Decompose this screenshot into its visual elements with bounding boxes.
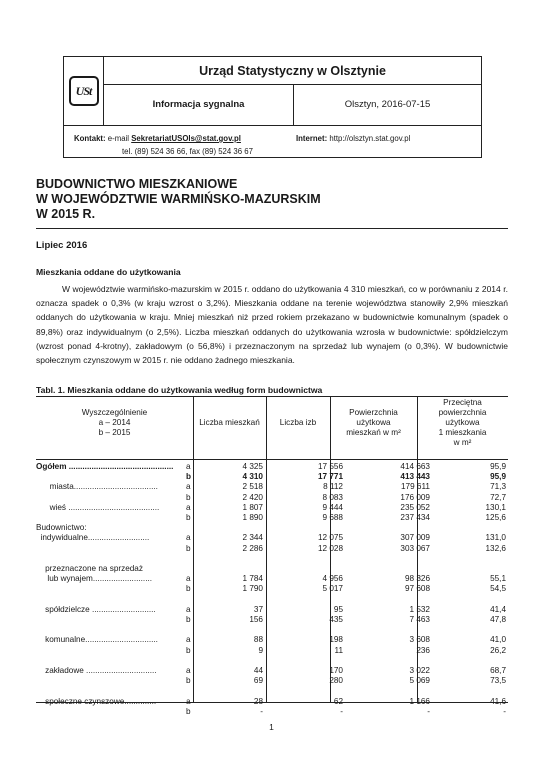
cell-izby: 11 [334,645,343,655]
cell-mieszkania: 4 325 [242,462,263,471]
cell-przecietna: 73,5 [490,676,506,686]
cell-mieszkania: 88 [253,635,263,645]
header-line: mieszkań w m² [346,428,401,437]
header-frame [63,56,482,158]
cell-mieszkania: 2 344 [242,533,263,543]
cell-przecietna: 41,4 [490,604,506,614]
email-link[interactable]: SekretariatUSOls@stat.gov.pl [131,134,241,143]
row-label: spółdzielcze ............................ [36,604,156,614]
cell-izby: 8 112 [323,482,343,492]
publication-date: Lipiec 2016 [36,240,88,251]
cell-przecietna: 95,9 [490,462,506,471]
cell-izby: 170 [329,666,343,675]
cell-powierzchnia: 236 [416,645,430,655]
cell-izby: 95 [333,604,343,614]
cell-przecietna: 54,5 [490,584,506,594]
cell-powierzchnia: 3 608 [409,635,430,645]
cell-izby: 5 017 [322,584,343,594]
row-label: zakładowe ............................... [36,666,157,675]
header-line: b – 2015 [98,428,131,437]
cell-przecietna: 125,6 [485,513,506,522]
cell-mieszkania: 1 790 [242,584,263,594]
cell-przecietna: 55,1 [490,574,506,584]
cell-powierzchnia: 98 326 [404,574,430,584]
cell-mieszkania: 69 [253,676,263,686]
cell-mieszkania: 2 420 [242,492,263,502]
row-year-marker: a [186,666,191,675]
row-label: społeczne czynszowe.............. [36,696,157,706]
cell-powierzchnia: 235 052 [400,502,430,512]
cell-mieszkania: 2 518 [242,482,263,492]
cell-mieszkania: 2 286 [242,543,263,553]
cell-powierzchnia: 5 069 [409,676,430,686]
header-powierzchnia [330,408,417,438]
cell-powierzchnia: 414 663 [400,462,430,471]
title-line-2: W WOJEWÓDZTWIE WARMIŃSKO-MAZURSKIM [36,192,321,206]
row-year-marker: b [186,543,191,553]
header-liczba-mieszkan: Liczba mieszkań [199,418,260,427]
table-row [36,706,508,717]
cell-izby: 12 075 [317,533,343,543]
row-label: przeznaczone na sprzedaż [36,564,143,573]
row-year-marker: a [186,696,191,706]
row-year-marker: a [186,533,191,543]
cell-mieszkania: - [260,706,263,716]
cell-izby: 280 [329,676,343,686]
office-logo-icon: USt [69,76,99,106]
cell-przecietna: 71,3 [490,482,506,492]
document-type: Informacja sygnalna [104,85,294,125]
body-paragraph: W województwie warmińsko-mazurskim w 2015 r. oddano do użytkowania 4 310 mieszkań, co w porównaniu z 2014 r. oznacza spadek o 0,3% (w kraju wzrost o 3,2%). Mieszkania oddane na terenie województwa stanowiły 2,9% mieszkań oddanych do użytkowania w kraju. Mniej mieszkań niż przed rokiem przekazano w budownictwie komunalnym (spadek o 89,8%) oraz indywidualnym (o 2,5%). Liczba mieszkań oddanych do użytkowania wzrosła w budownictwie: spółdzielczym (wzrost ponad 4-krotny), zakładowym (o 56,8%) i przeznaczonym na sprzedaż lub wynajem (o 0,3%). W budownictwie społecznym czynszowym w 2015 r. nie oddano żadnego mieszkania. [36,284,508,366]
row-label: wieś ........................................ [36,502,160,512]
cell-powierzchnia: 176 009 [400,492,430,502]
cell-przecietna: 132,6 [485,543,506,553]
row-year-marker: a [186,482,191,492]
cell-mieszkania: 28 [253,696,263,706]
cell-izby: 4 956 [322,574,343,584]
section-heading: Mieszkania oddane do użytkowania [36,267,181,277]
cell-przecietna: - [503,706,506,716]
cell-izby: 62 [333,696,343,706]
place-date: Olsztyn, 2016-07-15 [344,99,431,110]
logo-cell [64,57,104,125]
cell-mieszkania: 1 784 [242,574,263,584]
table-header-rule [36,459,508,460]
cell-przecietna: 41,0 [490,635,506,645]
row-year-marker: b [186,584,191,594]
row-year-marker: a [186,462,191,471]
row-year-marker: a [186,502,191,512]
contact-label: Kontakt: [74,134,106,143]
cell-powierzchnia: 3 022 [409,666,430,675]
header-przecietna-powierzchnia [417,398,508,448]
phone-fax: tel. (89) 524 36 66, fax (89) 524 36 67 [122,147,253,156]
cell-przecietna: 131,0 [485,533,506,543]
cell-mieszkania: 37 [253,604,263,614]
cell-izby: 12 028 [317,543,343,553]
row-year-marker: b [186,492,191,502]
header-line: powierzchnia [438,408,487,417]
title-divider [36,228,508,229]
cell-mieszkania: 1 807 [242,502,263,512]
cell-przecietna: 26,2 [490,645,506,655]
contact-row [64,125,481,159]
table-caption: Tabl. 1. Mieszkania oddane do użytkowania według form budownictwa [36,385,323,395]
cell-powierzchnia: 7 463 [409,615,430,624]
cell-powierzchnia: - [427,706,430,716]
row-year-marker: b [186,706,191,716]
cell-przecietna: 68,7 [490,666,506,675]
office-name: Urząd Statystyczny w Olsztynie [104,57,481,85]
header-wyszczegolnienie [36,408,193,438]
cell-mieszkania: 4 310 [242,472,263,482]
header-line: Powierzchnia [349,408,398,417]
internet-link[interactable]: http://olsztyn.stat.gov.pl [329,134,411,143]
row-year-marker: b [186,645,191,655]
cell-izby: 8 083 [322,492,343,502]
row-year-marker: b [186,615,191,624]
row-year-marker: b [186,472,192,482]
cell-mieszkania: 44 [253,666,263,675]
cell-powierzchnia: 1 166 [409,696,430,706]
cell-mieszkania: 1 890 [242,513,263,522]
row-year-marker: a [186,604,191,614]
header-liczba-izb: Liczba izb [279,418,317,427]
table-top-rule [36,396,508,397]
cell-mieszkania: 156 [249,615,263,624]
email-prefix: e-mail [107,134,130,143]
contact-line [74,134,241,143]
header-line: użytkowa [445,418,480,427]
header-line: użytkowa [356,418,391,427]
internet-line [296,134,410,143]
row-label: lub wynajem.......................... [36,574,153,584]
row-year-marker: a [186,635,191,645]
row-label: Budownictwo: [36,523,87,533]
row-label: miasta..................................... [36,482,158,492]
title-line-1: BUDOWNICTWO MIESZKANIOWE [36,177,238,191]
cell-przecietna: 130,1 [485,502,506,512]
cell-powierzchnia: 413 443 [400,472,430,482]
cell-izby: 435 [329,615,343,624]
title-line-3: W 2015 R. [36,207,96,221]
page-number: 1 [269,722,274,732]
header-line: Przeciętna [443,398,482,407]
cell-powierzchnia: 1 532 [409,604,430,614]
document-title [36,177,506,222]
cell-izby: 17 556 [317,462,343,471]
cell-mieszkania: 9 [258,645,263,655]
header-line: a – 2014 [98,418,131,427]
cell-izby: 9 444 [322,502,343,512]
cell-przecietna: 95,9 [490,472,506,482]
row-label: komunalne................................ [36,635,158,645]
cell-powierzchnia: 307 009 [400,533,430,543]
cell-przecietna: 72,7 [490,492,506,502]
cell-przecietna: 47,8 [490,615,506,624]
header-line: Wyszczególnienie [81,408,148,417]
header-line: w m² [453,438,472,447]
cell-izby: 198 [329,635,343,645]
header-line: 1 mieszkania [438,428,487,437]
cell-izby: - [340,706,343,716]
cell-izby: 9 688 [322,513,343,522]
cell-izby: 17 771 [317,472,343,482]
cell-powierzchnia: 179 611 [401,482,430,492]
cell-przecietna: 41,6 [490,696,506,706]
cell-powierzchnia: 303 067 [400,543,430,553]
row-label: Ogółem .............................................. [36,462,174,471]
cell-powierzchnia: 237 434 [400,513,430,522]
row-label: indywidualne........................... [36,533,150,543]
row-year-marker: a [186,574,191,584]
row-year-marker: b [186,513,191,522]
cell-powierzchnia: 97 608 [404,584,430,594]
internet-label: Internet: [296,134,328,143]
row-year-marker: b [186,676,191,686]
